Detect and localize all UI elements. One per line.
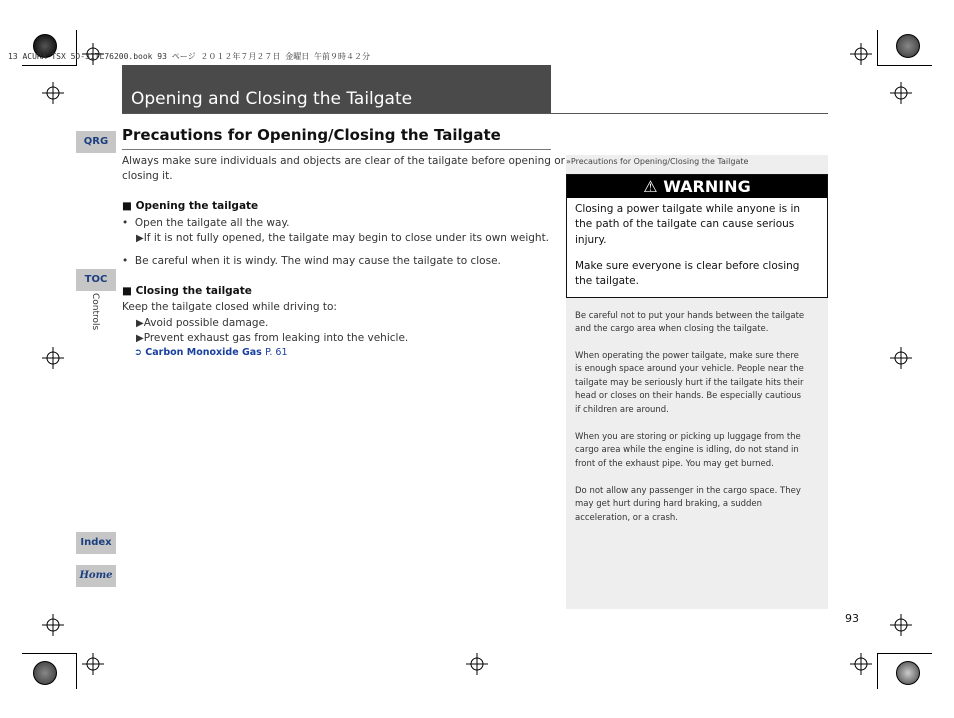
color-calibration-disc-icon (33, 661, 57, 685)
triangle-arrow-icon: ▶ (136, 233, 144, 244)
index-tab[interactable]: Index (76, 532, 116, 554)
color-calibration-disc-icon (896, 661, 920, 685)
home-tab[interactable]: Home (76, 565, 116, 587)
note-line: Be careful not to put your hands between the tailgate (575, 311, 805, 321)
note-line: Do not allow any passenger in the cargo space. They (575, 486, 801, 496)
registration-mark-icon (890, 614, 912, 636)
breadcrumb-label: Precautions for Opening/Closing the Tailgate (570, 157, 749, 166)
registration-mark-icon (890, 347, 912, 369)
bullet-item (122, 254, 501, 269)
link-page: P. 61 (265, 347, 288, 358)
closing-item-text: Prevent exhaust gas from leaking into the vehicle. (143, 332, 409, 344)
note-line: When operating the power tailgate, make sure there (575, 351, 799, 361)
breadcrumb (566, 157, 748, 166)
note-line: acceleration, or a crash. (575, 513, 678, 523)
warning-line: the path of the tailgate can cause serious (575, 218, 795, 230)
print-header: 13 ACURA TSX 5D-31TL76200.book 93 ページ ２０１２年７月２７日 金曜日 午前９時４２分 (8, 52, 371, 61)
bullet-icon: • (122, 217, 129, 229)
note-line: head or closes on their hands. Be especially cautious (575, 391, 802, 401)
registration-mark-icon (466, 653, 488, 675)
registration-mark-icon (42, 614, 64, 636)
note-line: is enough space around your vehicle. People near the (575, 364, 804, 374)
closing-item (136, 316, 268, 331)
registration-mark-icon (850, 43, 872, 65)
square-bullet-icon: ■ (122, 285, 132, 297)
registration-mark-icon (850, 653, 872, 675)
closing-heading-label: Closing the tailgate (135, 285, 252, 297)
closing-heading (122, 285, 252, 297)
intro-line: Always make sure individuals and objects are clear of the tailgate before opening or (122, 155, 565, 167)
closing-item-text: Avoid possible damage. (143, 317, 269, 329)
warning-triangle-icon: ⚠ (643, 177, 658, 196)
registration-mark-icon (82, 653, 104, 675)
square-bullet-icon: ■ (122, 200, 132, 212)
note-line: cargo area while the engine is idling, do not stand in (575, 445, 799, 455)
page-title: Opening and Closing the Tailgate (131, 89, 413, 109)
bullet-text: Open the tailgate all the way. (134, 217, 290, 229)
color-calibration-disc-icon (896, 34, 920, 58)
warning-box (566, 174, 828, 298)
link-arrow-icon: ➲ (134, 347, 142, 358)
note-line: When you are storing or picking up luggage from the (575, 432, 801, 442)
warning-line: Make sure everyone is clear before closing (575, 260, 800, 272)
bullet-sub-text: If it is not fully opened, the tailgate may begin to close under its own weight. (143, 232, 550, 244)
note-line: and the cargo area when closing the tailgate. (575, 324, 769, 334)
toc-tab[interactable]: TOC (76, 269, 116, 291)
warning-header (567, 175, 827, 198)
registration-mark-icon (42, 347, 64, 369)
intro-line: closing it. (122, 170, 173, 182)
registration-mark-icon (890, 82, 912, 104)
bullet-sub (136, 231, 549, 246)
qrg-tab[interactable]: QRG (76, 131, 116, 153)
bullet-icon: • (122, 255, 129, 267)
opening-heading (122, 200, 258, 212)
triangle-arrow-icon: ▶ (136, 333, 144, 344)
triangle-arrow-icon: ▶ (136, 318, 144, 329)
note-line: may get hurt during hard braking, a sudden (575, 499, 763, 509)
warning-label: WARNING (663, 177, 751, 196)
closing-item (136, 331, 408, 346)
bullet-text: Be careful when it is windy. The wind may cause the tailgate to close. (134, 255, 501, 267)
warning-line: injury. (575, 234, 607, 246)
note-line: front of the exhaust pipe. You may get burned. (575, 459, 774, 469)
section-title: Precautions for Opening/Closing the Tailgate (122, 126, 501, 144)
divider (122, 113, 828, 114)
link-label: Carbon Monoxide Gas (145, 347, 262, 358)
opening-heading-label: Opening the tailgate (135, 200, 259, 212)
note-line: if children are around. (575, 405, 669, 415)
double-arrow-icon: » (566, 157, 571, 166)
note-line: tailgate may be seriously hurt if the tailgate hits their (575, 378, 804, 388)
warning-line: the tailgate. (575, 275, 639, 287)
closing-lead: Keep the tailgate closed while driving to: (122, 301, 337, 313)
section-label: Controls (90, 293, 100, 331)
page-number: 93 (845, 612, 859, 625)
divider (122, 149, 551, 150)
carbon-monoxide-link[interactable] (134, 347, 288, 358)
chapter-title-band (122, 65, 551, 113)
warning-line: Closing a power tailgate while anyone is in (575, 203, 801, 215)
registration-mark-icon (42, 82, 64, 104)
bullet-item (122, 216, 290, 231)
